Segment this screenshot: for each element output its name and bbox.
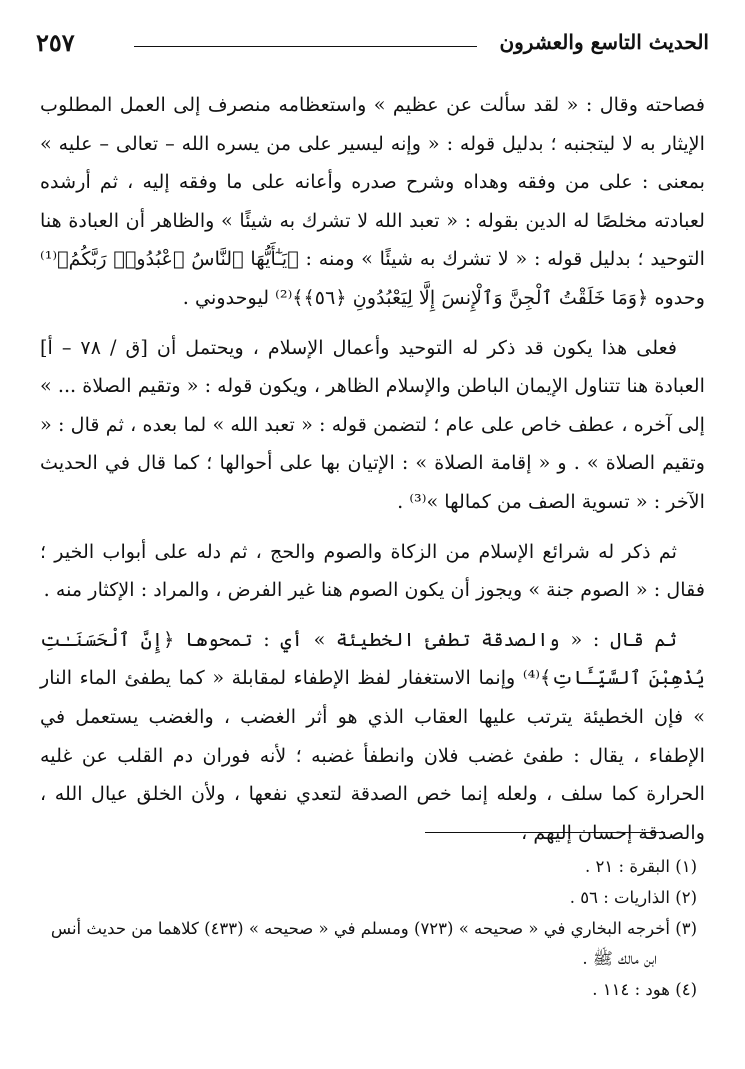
paragraph: [40, 533, 705, 610]
text-line: مخلصًا له الدين بقوله : « تعبد الله لا تشرك به شيئًا » والظاهر أن العبادة هنا التوحيد ؛: [40, 208, 705, 271]
text-line: إلى آخره ، عطف خاص على عام ؛ لتضمن قوله : « تعبد الله » لما بعده ، ثم قال :: [57, 412, 705, 436]
page-header: [36, 28, 709, 62]
text-line: ولعله إنما خص الصدقة لتعدي نفعها ، ولأن الخلق عيال الله ، والصدقة إحسان إليهم ،: [40, 782, 705, 844]
running-title: الحديث التاسع والعشرون: [499, 30, 709, 54]
text-line: « وتقيم الصلاة » . و « إقامة الصلاة » : الإتيان بها على أحوالها ؛ كما قال في الحديث: [40, 412, 705, 475]
paragraph: [40, 329, 705, 522]
footnote: (٣) أخرجه البخاري في « صحيحه » (٧٢٣) ومسلم في « صحيحه » (٤٣٣) كلاهما من حديث أنس: [50, 918, 697, 938]
footnote: (١) البقرة : ٢١ .: [585, 857, 697, 876]
main-text: [40, 86, 705, 852]
text-line: بدليل قوله : « لا تشرك به شيئًا » ومنه : ﴿يَـٰٓأَيُّهَا ٱلنَّاسُ ٱعْبُدُوا۟ رَبَّكُمُ﴾⁽¹⁾ وحدوه ﴿وَمَا: [40, 247, 705, 309]
text-line: طفئ غضب فلان وانطفأ غضبه ؛ لأنه فوران دم القلب عن غليه الحرارة كما سلف ،: [40, 743, 705, 806]
text-line: فعلى هذا يكون قد ذكر له التوحيد وأعمال الإسلام ، ويحتمل أن [ق / ٧٨ – أ]: [40, 335, 677, 359]
text-line: ثم ذكر له شرائع الإسلام من الزكاة والصوم والحج ، ثم دله على أبواب الخير ؛: [40, 539, 677, 563]
footnotes: [40, 852, 697, 1006]
text-line: بمعنى : على من وفقه وهداه وشرح صدره وأعانه على ما وفقه إليه ، ثم أرشده لعبادته: [40, 170, 705, 232]
paragraph: [40, 621, 705, 853]
footnote: (٢) الذاريات : ٥٦ .: [569, 887, 697, 907]
text-line: ثم قال : « والصدقة تطفئ الخطيئة » أي : تمحوها ﴿إِنَّ ٱلْحَسَنَـٰتِ يُذْهِبْنَ: [40, 627, 705, 690]
paragraph: [40, 86, 705, 318]
text-line: الإيثار به لا ليتجنبه ؛ بدليل قوله : « وإنه ليسير على من يسره الله – تعالى – عليه »: [40, 131, 705, 155]
text-line: فصاحته وقال : « لقد سألت عن عظيم » واستعظامه منصرف إلى العمل المطلوب: [40, 93, 705, 116]
page-number: ٢٥٧: [36, 28, 75, 57]
text-line: فقال : « الصوم جنة » ويجوز أن يكون الصوم هنا غير الفرض ، والمراد : الإكثار منه .: [43, 578, 705, 602]
text-line: ٱلسَّيِّـَٔاتِ﴾⁽⁴⁾ وإنما الاستغفار لفظ الإطفاء لمقابلة « كما يطفئ الماء النار » فإن الخطيئة: [40, 666, 705, 728]
text-line: العبادة هنا تتناول الإيمان الباطن والإسلام الظاهر ، ويكون قوله : « وتقيم الصلاة ... »: [40, 374, 705, 398]
footnote: (٤) هود : ١١٤ .: [592, 980, 697, 1000]
text-line: يترتب عليها العقاب الذي هو أثر الغضب ، والغضب يستعمل في الإطفاء ، يقال :: [40, 704, 705, 767]
text-line: خَلَقْتُ ٱلْجِنَّ وَٱلْإِنسَ إِلَّا لِيَعْبُدُونِ ﴿٥٦﴾﴾⁽²⁾ ليوحدوني .: [182, 285, 606, 309]
footnote-continuation: ابن مالك ﷺ .: [582, 949, 657, 969]
text-line: الآخر : « تسوية الصف من كمالها »⁽³⁾ .: [397, 489, 705, 513]
header-rule: [134, 46, 477, 47]
footnote-separator: [425, 832, 665, 833]
